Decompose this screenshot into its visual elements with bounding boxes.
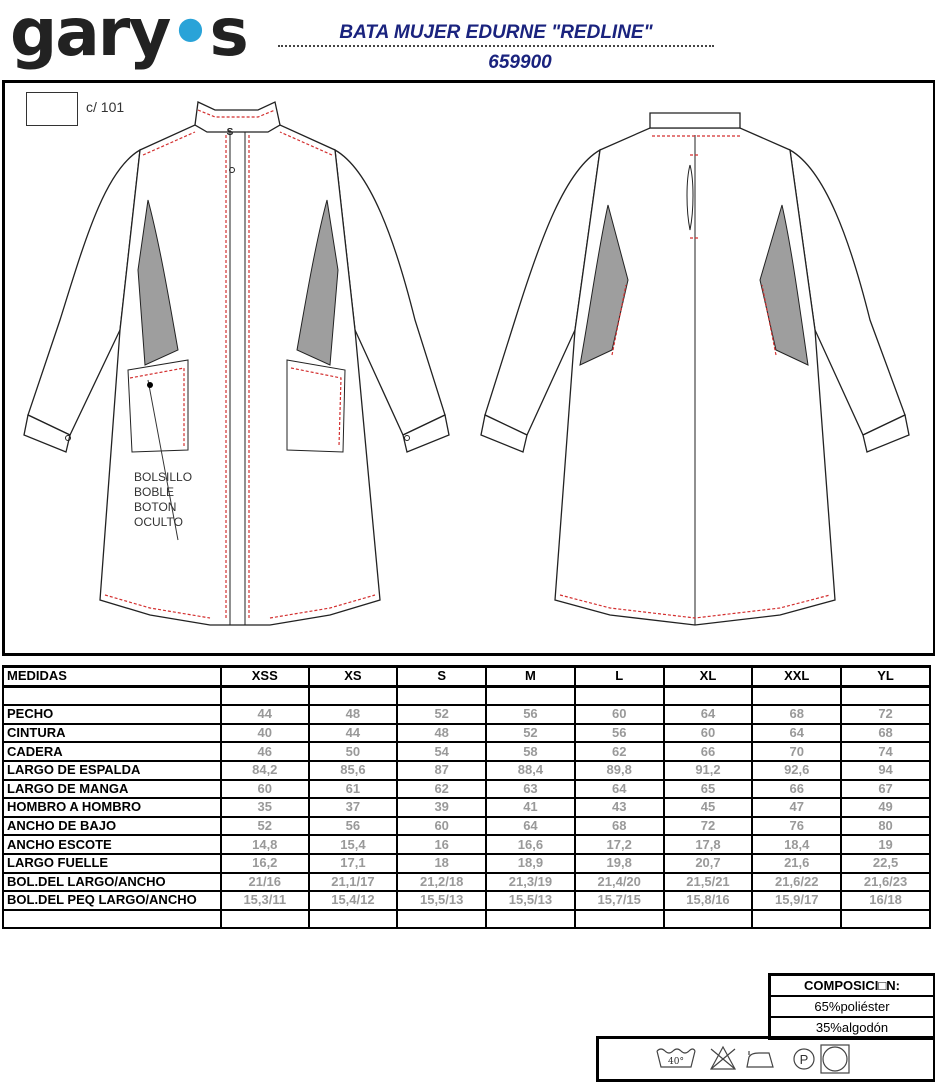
- table-cell: [221, 686, 309, 705]
- size-header: XSS: [221, 667, 309, 687]
- no-bleach-icon: [711, 1047, 735, 1069]
- table-cell: [221, 910, 309, 929]
- care-symbols: [599, 1039, 933, 1079]
- composition-box: [768, 973, 935, 1040]
- table-cell: [664, 686, 753, 705]
- composition-line: 65%poliéster: [771, 995, 933, 1016]
- row-label: PECHO: [3, 705, 221, 724]
- table-cell: 52: [397, 705, 486, 724]
- table-cell: 72: [664, 817, 753, 836]
- table-cell: 60: [664, 724, 753, 743]
- table-cell: 35: [221, 798, 309, 817]
- table-cell: 40: [221, 724, 309, 743]
- table-cell: [575, 686, 664, 705]
- table-cell: 15,4/12: [309, 891, 398, 910]
- table-row: [3, 705, 930, 724]
- table-cell: 62: [575, 742, 664, 761]
- table-cell: [575, 910, 664, 929]
- table-cell: 15,9/17: [752, 891, 841, 910]
- table-cell: 16/18: [841, 891, 930, 910]
- size-header: XXL: [752, 667, 841, 687]
- row-label: LARGO FUELLE: [3, 854, 221, 873]
- table-cell: [309, 910, 398, 929]
- table-cell: 14,8: [221, 835, 309, 854]
- title-underline: [278, 45, 714, 47]
- table-cell: 72: [841, 705, 930, 724]
- table-cell: 61: [309, 780, 398, 799]
- table-cell: 52: [486, 724, 575, 743]
- iron-icon: [747, 1051, 773, 1067]
- back-collar: [650, 113, 740, 128]
- front-body: [100, 125, 380, 625]
- table-cell: 64: [664, 705, 753, 724]
- table-cell: 18: [397, 854, 486, 873]
- table-cell: 17,2: [575, 835, 664, 854]
- table-cell: 21,6/22: [752, 873, 841, 892]
- table-cell: 68: [841, 724, 930, 743]
- table-cell: 58: [486, 742, 575, 761]
- table-row: [3, 686, 930, 705]
- color-swatch-box: [26, 92, 78, 126]
- table-cell: 66: [664, 742, 753, 761]
- table-header-row: [3, 667, 930, 687]
- table-cell: 56: [486, 705, 575, 724]
- size-header: S: [397, 667, 486, 687]
- table-row: [3, 780, 930, 799]
- table-row: [3, 724, 930, 743]
- table-cell: 92,6: [752, 761, 841, 780]
- composition-line: 35%algodón: [771, 1016, 933, 1037]
- table-cell: 15,5/13: [397, 891, 486, 910]
- table-row: [3, 798, 930, 817]
- table-cell: 16: [397, 835, 486, 854]
- table-cell: 67: [841, 780, 930, 799]
- table-cell: 56: [309, 817, 398, 836]
- row-label: BOL.DEL PEQ LARGO/ANCHO: [3, 891, 221, 910]
- table-cell: 91,2: [664, 761, 753, 780]
- table-cell: 64: [486, 817, 575, 836]
- table-cell: 63: [486, 780, 575, 799]
- table-cell: 68: [575, 817, 664, 836]
- size-header: XL: [664, 667, 753, 687]
- table-cell: 47: [752, 798, 841, 817]
- table-cell: 22,5: [841, 854, 930, 873]
- table-cell: 21,1/17: [309, 873, 398, 892]
- wash-temp-label: 40°: [668, 1057, 684, 1067]
- table-cell: [309, 686, 398, 705]
- table-cell: 54: [397, 742, 486, 761]
- table-cell: 89,8: [575, 761, 664, 780]
- color-label: c/ 101: [86, 99, 125, 115]
- tumble-dry-icon: [821, 1045, 849, 1073]
- table-cell: 44: [309, 724, 398, 743]
- table-cell: [664, 910, 753, 929]
- size-header: M: [486, 667, 575, 687]
- table-cell: 74: [841, 742, 930, 761]
- row-label: LARGO DE MANGA: [3, 780, 221, 799]
- garment-drawing: [0, 80, 935, 650]
- table-cell: 20,7: [664, 854, 753, 873]
- row-label: ANCHO ESCOTE: [3, 835, 221, 854]
- measurements-table: [2, 665, 931, 929]
- table-cell: [841, 686, 930, 705]
- table-cell: 60: [575, 705, 664, 724]
- table-row: [3, 891, 930, 910]
- table-cell: 87: [397, 761, 486, 780]
- row-label: HOMBRO A HOMBRO: [3, 798, 221, 817]
- collar-size-mark: S: [226, 127, 234, 138]
- table-cell: [486, 910, 575, 929]
- table-cell: 66: [752, 780, 841, 799]
- table-cell: 15,4: [309, 835, 398, 854]
- table-cell: 45: [664, 798, 753, 817]
- table-cell: 85,6: [309, 761, 398, 780]
- table-cell: 19,8: [575, 854, 664, 873]
- row-label: ANCHO DE BAJO: [3, 817, 221, 836]
- table-cell: 84,2: [221, 761, 309, 780]
- table-cell: 21,3/19: [486, 873, 575, 892]
- table-row: [3, 854, 930, 873]
- row-label: BOL.DEL LARGO/ANCHO: [3, 873, 221, 892]
- table-cell: 17,8: [664, 835, 753, 854]
- table-row: [3, 873, 930, 892]
- table-cell: 21,4/20: [575, 873, 664, 892]
- table-cell: 15,8/16: [664, 891, 753, 910]
- table-cell: 56: [575, 724, 664, 743]
- table-row: [3, 910, 930, 929]
- table-cell: 64: [575, 780, 664, 799]
- table-cell: 48: [397, 724, 486, 743]
- table-cell: 18,4: [752, 835, 841, 854]
- table-cell: 68: [752, 705, 841, 724]
- table-cell: 44: [221, 705, 309, 724]
- table-cell: 64: [752, 724, 841, 743]
- table-cell: 21,6/23: [841, 873, 930, 892]
- table-cell: [397, 910, 486, 929]
- table-cell: 16,2: [221, 854, 309, 873]
- table-cell: 39: [397, 798, 486, 817]
- table-cell: 50: [309, 742, 398, 761]
- dry-clean-letter: P: [799, 1052, 809, 1067]
- table-cell: 21,6: [752, 854, 841, 873]
- row-label: LARGO DE ESPALDA: [3, 761, 221, 780]
- brand-logo: gary•s: [10, 0, 247, 71]
- table-cell: 49: [841, 798, 930, 817]
- table-cell: 65: [664, 780, 753, 799]
- size-header: XS: [309, 667, 398, 687]
- table-cell: 18,9: [486, 854, 575, 873]
- table-row: [3, 761, 930, 780]
- table-cell: 21/16: [221, 873, 309, 892]
- table-cell: [841, 910, 930, 929]
- table-cell: [752, 910, 841, 929]
- table-cell: 60: [397, 817, 486, 836]
- table-cell: 17,1: [309, 854, 398, 873]
- table-cell: 41: [486, 798, 575, 817]
- table-cell: 60: [221, 780, 309, 799]
- table-cell: 70: [752, 742, 841, 761]
- product-title: BATA MUJER EDURNE "REDLINE": [339, 22, 653, 43]
- table-row: [3, 817, 930, 836]
- row-label: [3, 910, 221, 929]
- care-symbols-box: [596, 1036, 935, 1082]
- table-cell: 19: [841, 835, 930, 854]
- table-cell: [397, 686, 486, 705]
- size-header: L: [575, 667, 664, 687]
- table-cell: 16,6: [486, 835, 575, 854]
- table-cell: 15,7/15: [575, 891, 664, 910]
- size-header: YL: [841, 667, 930, 687]
- table-cell: 37: [309, 798, 398, 817]
- row-label: CADERA: [3, 742, 221, 761]
- header-label: MEDIDAS: [3, 667, 221, 687]
- table-cell: 52: [221, 817, 309, 836]
- table-cell: 80: [841, 817, 930, 836]
- table-cell: 15,3/11: [221, 891, 309, 910]
- table-cell: 43: [575, 798, 664, 817]
- row-label: CINTURA: [3, 724, 221, 743]
- table-cell: 48: [309, 705, 398, 724]
- table-cell: 46: [221, 742, 309, 761]
- table-cell: 15,5/13: [486, 891, 575, 910]
- table-cell: 94: [841, 761, 930, 780]
- table-cell: [486, 686, 575, 705]
- table-cell: 21,5/21: [664, 873, 753, 892]
- table-cell: 76: [752, 817, 841, 836]
- table-row: [3, 835, 930, 854]
- row-label: [3, 686, 221, 705]
- table-cell: 62: [397, 780, 486, 799]
- product-code: 659900: [488, 52, 552, 73]
- table-row: [3, 742, 930, 761]
- table-cell: [752, 686, 841, 705]
- table-cell: 21,2/18: [397, 873, 486, 892]
- table-cell: 88,4: [486, 761, 575, 780]
- pocket-callout: BOLSILLO BOBLE BOTON OCULTO: [134, 470, 193, 529]
- composition-heading: COMPOSICI□N:: [804, 978, 900, 993]
